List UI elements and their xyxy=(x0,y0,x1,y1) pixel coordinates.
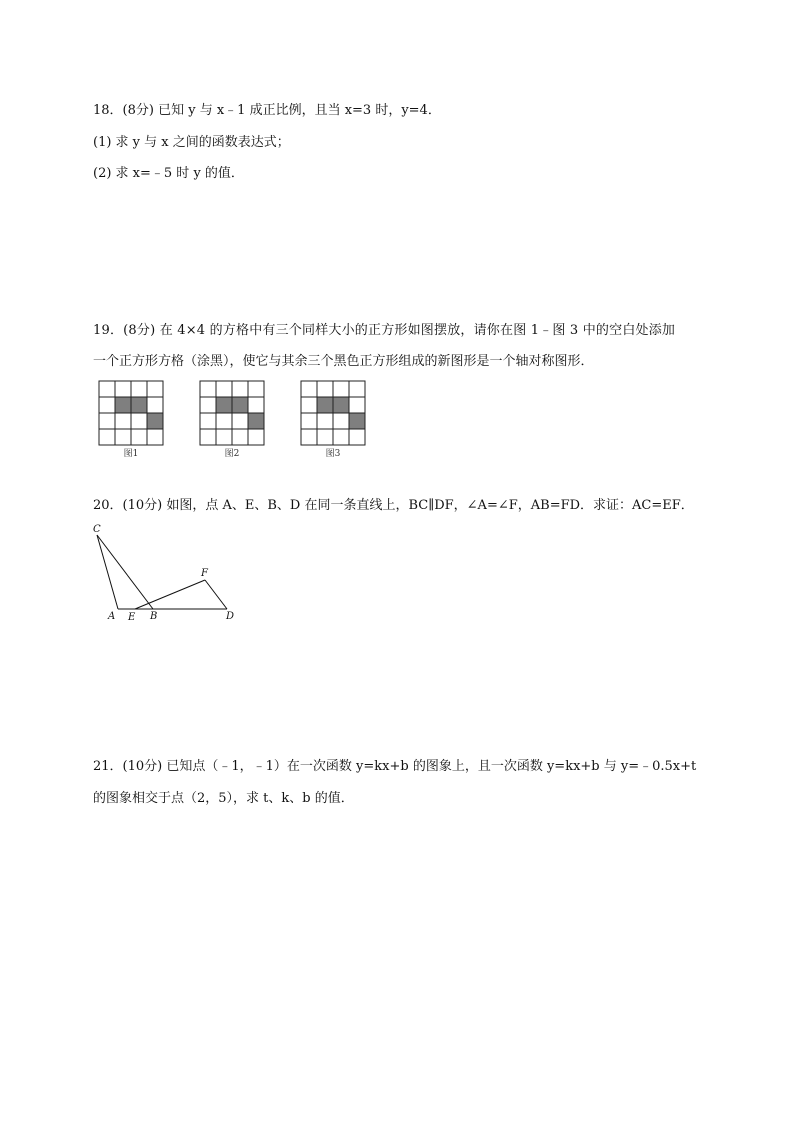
grid-cell xyxy=(200,381,216,397)
figure-caption-3: 图3 xyxy=(325,449,341,459)
question-20-statement: 20．(10分) 如图，点 A、E、B、D 在同一条直线上，BC∥DF，∠A=∠F，AB=FD．求证：AC=EF． xyxy=(93,498,694,513)
grid-cell xyxy=(317,429,333,445)
segment-ca xyxy=(97,535,118,609)
point-label-d: D xyxy=(226,611,235,622)
question-21-statement-line-1: 21．(10分) 已知点（﹣1，﹣1）在一次函数 y=kx+b 的图象上，且一次函数 y=kx+b 与 y=﹣0.5x+t xyxy=(93,759,697,774)
grid-cell xyxy=(248,397,264,413)
grid-cell xyxy=(301,429,317,445)
figure-caption-2: 图2 xyxy=(224,449,240,459)
grid-cell xyxy=(131,429,147,445)
point-label-b: B xyxy=(150,611,158,622)
grid-cell xyxy=(232,413,248,429)
grid-cell xyxy=(333,413,349,429)
point-label-a: A xyxy=(108,611,116,622)
grid-cell xyxy=(216,429,232,445)
segment-ef xyxy=(135,580,205,609)
point-label-e: E xyxy=(128,612,136,623)
grid-4x4-3 xyxy=(300,380,366,446)
grid-cell xyxy=(200,429,216,445)
grid-cell xyxy=(200,397,216,413)
point-label-c: C xyxy=(93,524,101,535)
grid-cell xyxy=(349,429,365,445)
grid-cell xyxy=(200,413,216,429)
question-18-part-1: (1) 求 y 与 x 之间的函数表达式； xyxy=(93,135,290,150)
question-19-statement-line-1: 19．(8分) 在 4×4 的方格中有三个同样大小的正方形如图摆放，请你在图 1﹣图 3 中的空白处添加 xyxy=(93,323,676,338)
grid-cell xyxy=(115,381,131,397)
grid-cell xyxy=(248,429,264,445)
grid-cell xyxy=(333,429,349,445)
grid-cell xyxy=(349,381,365,397)
grid-cell xyxy=(301,413,317,429)
grid-cell xyxy=(301,397,317,413)
question-19-statement-line-2: 一个正方形方格（涂黑），使它与其余三个黑色正方形组成的新图形是一个轴对称图形． xyxy=(93,354,594,369)
grid-cell-shaded xyxy=(248,413,264,429)
grid-cell xyxy=(216,381,232,397)
grid-cell xyxy=(232,429,248,445)
grid-cell xyxy=(301,381,317,397)
segment-cb xyxy=(97,535,153,609)
grid-cell xyxy=(99,413,115,429)
question-18-part-2: (2) 求 x=﹣5 时 y 的值． xyxy=(93,166,244,181)
grid-cell xyxy=(248,381,264,397)
grid-cell xyxy=(99,381,115,397)
grid-cell-shaded xyxy=(349,413,365,429)
grid-cell xyxy=(99,429,115,445)
grid-cell xyxy=(317,381,333,397)
grid-cell xyxy=(131,381,147,397)
point-label-f: F xyxy=(201,568,208,579)
grid-4x4-1 xyxy=(98,380,164,446)
grid-figure-3 xyxy=(300,380,366,460)
question-21-statement-line-2: 的图象相交于点（2，5），求 t、k、b 的值． xyxy=(93,791,354,806)
grid-cell xyxy=(115,429,131,445)
grid-cell xyxy=(147,397,163,413)
grid-cell-shaded xyxy=(147,413,163,429)
grid-cell-shaded xyxy=(333,397,349,413)
grid-cell xyxy=(216,413,232,429)
geometry-figure xyxy=(88,518,248,628)
grid-cell xyxy=(333,381,349,397)
grid-cell xyxy=(147,381,163,397)
grid-cell xyxy=(232,381,248,397)
question-18-statement: 18．(8分) 已知 y 与 x﹣1 成正比例，且当 x=3 时，y=4． xyxy=(93,103,441,118)
grid-figure-2 xyxy=(199,380,265,460)
grid-cell xyxy=(131,413,147,429)
grid-cell-shaded xyxy=(317,397,333,413)
segment-fd xyxy=(205,580,227,609)
grid-cell-shaded xyxy=(216,397,232,413)
grid-cell xyxy=(147,429,163,445)
grid-cell xyxy=(99,397,115,413)
grid-cell-shaded xyxy=(131,397,147,413)
grid-cell-shaded xyxy=(232,397,248,413)
grid-cell xyxy=(317,413,333,429)
grid-cell xyxy=(115,413,131,429)
grid-cell-shaded xyxy=(115,397,131,413)
grid-figure-1 xyxy=(98,380,164,460)
grid-4x4-2 xyxy=(199,380,265,446)
grid-cell xyxy=(349,397,365,413)
figure-caption-1: 图1 xyxy=(123,449,139,459)
